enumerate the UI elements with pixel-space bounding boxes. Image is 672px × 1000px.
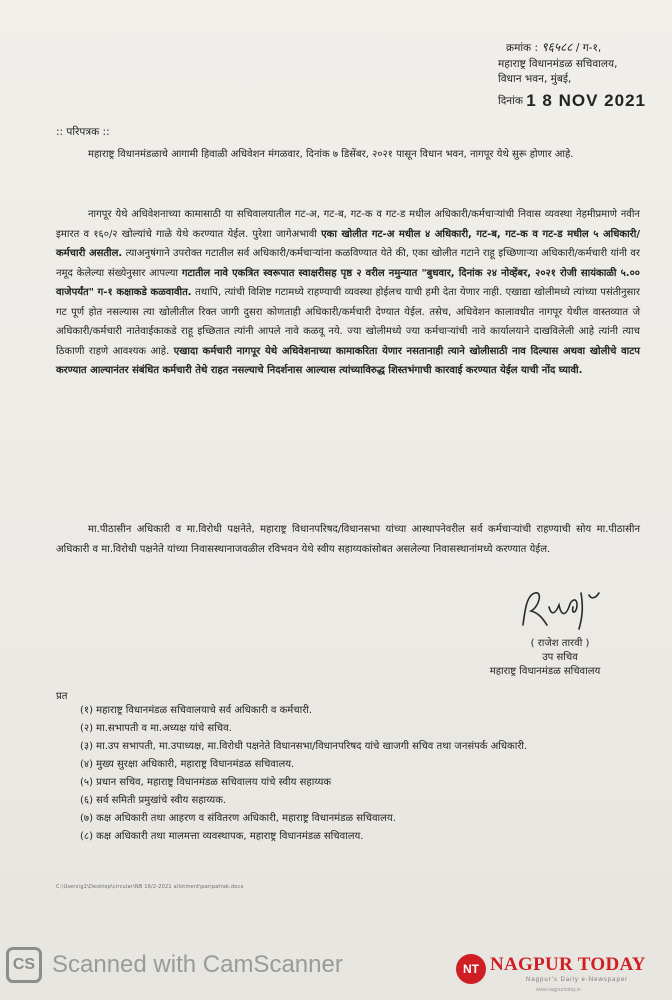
order-suffix: / ग-१, <box>572 42 602 54</box>
date-stamp: 1 8 NOV 2021 <box>526 91 646 110</box>
paragraph-2-part-c: त्याअनुषंगाने उपरोक्त गटातील सर्व अधिकारी/कर्मचाऱ्यांना कळविण्यात येते की, एका खोलीत गटाने राहू इच्छिणाऱ्या अधिकारी/कर्मचारी यांनी वर नमूद केलेल्या संख्येनुसार आपल्या <box>56 248 641 279</box>
paragraph-2-bold-1: एका खोलीत गट-अ मधील ४ अधिकारी, गट-ब, गट-क व गट-ड मधील ५ अधिकारी/कर्मचारी असतील. <box>56 228 640 259</box>
date-line <box>498 91 646 110</box>
paragraph-2-part-d: तथापि, त्यांची विशिष्ट गटामध्ये राहण्याची व्यवस्था होईलच याची हमी देता येणार नाही. एखाद्या खोलीमध्ये त्यांच्या पसंतीनुसार गट पूर्ण होत नसल्यास त्या खोलीतील रिक्त जागी दुसरा कोणताही अधिकारी/कर्मचारी देण्यात येईल. तसेच, अधिवेशन कालावधीत नागपूर येथील वास्तव्यात जे अधिकारी/कर्मचारी नातेवाईकाकडे राहू इच्छितात त्यांनी आपले नावे कळवू नये. ज्या खोलीमध्ये ज्या कर्मचाऱ्यांची नावे कार्यालयाने दाखविलेली आहे त्यांनी त्याच ठिकाणी राहणे आवश्यक आहे. <box>56 287 641 357</box>
paragraph-3 <box>56 520 640 559</box>
handwritten-signature <box>505 585 615 633</box>
paragraph-2-part-a: नागपूर येथे अधिवेशनाच्या कामासाठी या सचिवालयातील गट-अ, गट-ब, गट-क व गट-ड मधील अधिकारी/कर्मचाऱ्यांची निवास व्यवस्था नेहमीप्रमाणे नवीन इमारत व १६०/२ खोल्यांचे गाळे येथे करण्यात येईल. पुरेशा जागेअभावी <box>56 209 640 240</box>
camscanner-text: Scanned with CamScanner <box>52 951 343 978</box>
nagpur-today-url: www.nagpurtoday.in <box>536 987 581 993</box>
list-item: (५) प्रधान सचिव, महाराष्ट्र विधानमंडळ सचिवालय यांचे स्वीय सहाय्यक <box>80 777 332 788</box>
date-label: दिनांक <box>498 95 523 107</box>
paragraph-2 <box>56 205 640 381</box>
paragraph-1-text: महाराष्ट्र विधानमंडळाचे आगामी हिवाळी अधिवेशन मंगळवार, दिनांक ७ डिसेंबर, २०२१ पासून विधान भवन, नागपूर येथे सुरू होणार आहे. <box>88 149 574 160</box>
order-prefix: क्रमांक : <box>506 42 542 54</box>
list-item: (४) मुख्य सुरक्षा अधिकारी, महाराष्ट्र विधानमंडळ सचिवालय. <box>80 759 295 770</box>
paragraph-2-bold-2: गटातील नावे एकत्रित स्वरूपात स्वाक्षरीसह पृष्ठ २ वरील नमुन्यात "बुधवार, दिनांक २४ नोव्हेंबर, २०२१ रोजी सायंकाळी ५.०० वाजेपर्यंत" ग-१ कक्षाकडे कळवावीत. <box>56 267 640 298</box>
paragraph-3-text: मा.पीठासीन अधिकारी व मा.विरोधी पक्षनेते, महाराष्ट्र विधानपरिषद/विधानसभा यांच्या आस्थापनेवरील सर्व कर्मचाऱ्यांची राहण्याची सोय मा.पीठासीन अधिकारी व मा.विरोधी पक्षनेते यांच्या निवासस्थानाजवळील रविभवन येथे स्वीय सहाय्यकांसोबत असलेल्या निवासस्थानांमध्ये करण्यात येईल. <box>56 524 640 555</box>
signature-block <box>480 585 640 677</box>
copy-to-label: प्रत <box>56 691 68 702</box>
camscanner-logo-icon: CS <box>6 947 42 983</box>
camscanner-watermark <box>0 945 343 985</box>
office-line-2: विधान भवन, मुंबई, <box>498 73 572 85</box>
nagpur-today-badge-icon: NT <box>456 954 486 984</box>
paragraph-2-text <box>56 205 640 381</box>
list-item: (६) सर्व समिती प्रमुखांचे स्वीय सहाय्यक. <box>80 795 227 806</box>
signatory-office: महाराष्ट्र विधानमंडळ सचिवालय <box>489 666 601 677</box>
nagpur-today-name: NAGPUR TODAY <box>490 954 646 975</box>
circular-heading: :: परिपत्रक :: <box>56 126 110 138</box>
copy-to-list <box>80 702 527 846</box>
list-item: (३) मा.उप सभापती, मा.उपाध्यक्ष, मा.विरोधी पक्षनेते विधानसभा/विधानपरिषद यांचे खाजगी सचिव तथा जनसंपर्क अधिकारी. <box>80 741 528 752</box>
signatory-name: ( राजेश तारवी ) <box>530 638 590 649</box>
paragraph-1 <box>56 145 640 165</box>
list-item: (१) महाराष्ट्र विधानमंडळ सचिवालयाचे सर्व अधिकारी व कर्मचारी. <box>80 705 313 716</box>
paragraph-2-bold-3: एखादा कर्मचारी नागपूर येथे अधिवेशनाच्या कामाकरिता येणार नसतानाही त्याने खोलीसाठी नाव दिल्यास अथवा खोलीचे वाटप करण्यात आल्यानंतर संबंधित कर्मचारी तेथे राहत नसल्याचे निदर्शनास आल्यास त्यांच्याविरुद्ध शिस्तभंगाची कारवाई करण्यात येईल याची नोंद घ्यावी. <box>56 345 640 376</box>
nagpur-today-tagline: Nagpur's Daily e-Newspaper <box>526 977 629 983</box>
nagpur-today-watermark <box>456 950 666 994</box>
list-item: (७) कक्ष अधिकारी तथा आहरण व संवितरण अधिकारी, महाराष्ट्र विधानमंडळ सचिवालय. <box>80 813 396 824</box>
order-number: ९६५८८ <box>541 40 573 54</box>
office-line-1: महाराष्ट्र विधानमंडळ सचिवालय, <box>498 58 618 70</box>
list-item: (८) कक्ष अधिकारी तथा मालमत्ता व्यवस्थापक, महाराष्ट्र विधानमंडळ सचिवालय. <box>80 831 364 842</box>
file-path-footer: C:\Users\g1\Desktop\circular\NB 16/2-2021 allotment\paripatrak.docx <box>56 884 244 890</box>
order-number-line <box>506 40 601 55</box>
list-item: (२) मा.सभापती व मा.अध्यक्ष यांचे सचिव. <box>80 723 232 734</box>
signatory-designation: उप सचिव <box>542 652 578 663</box>
